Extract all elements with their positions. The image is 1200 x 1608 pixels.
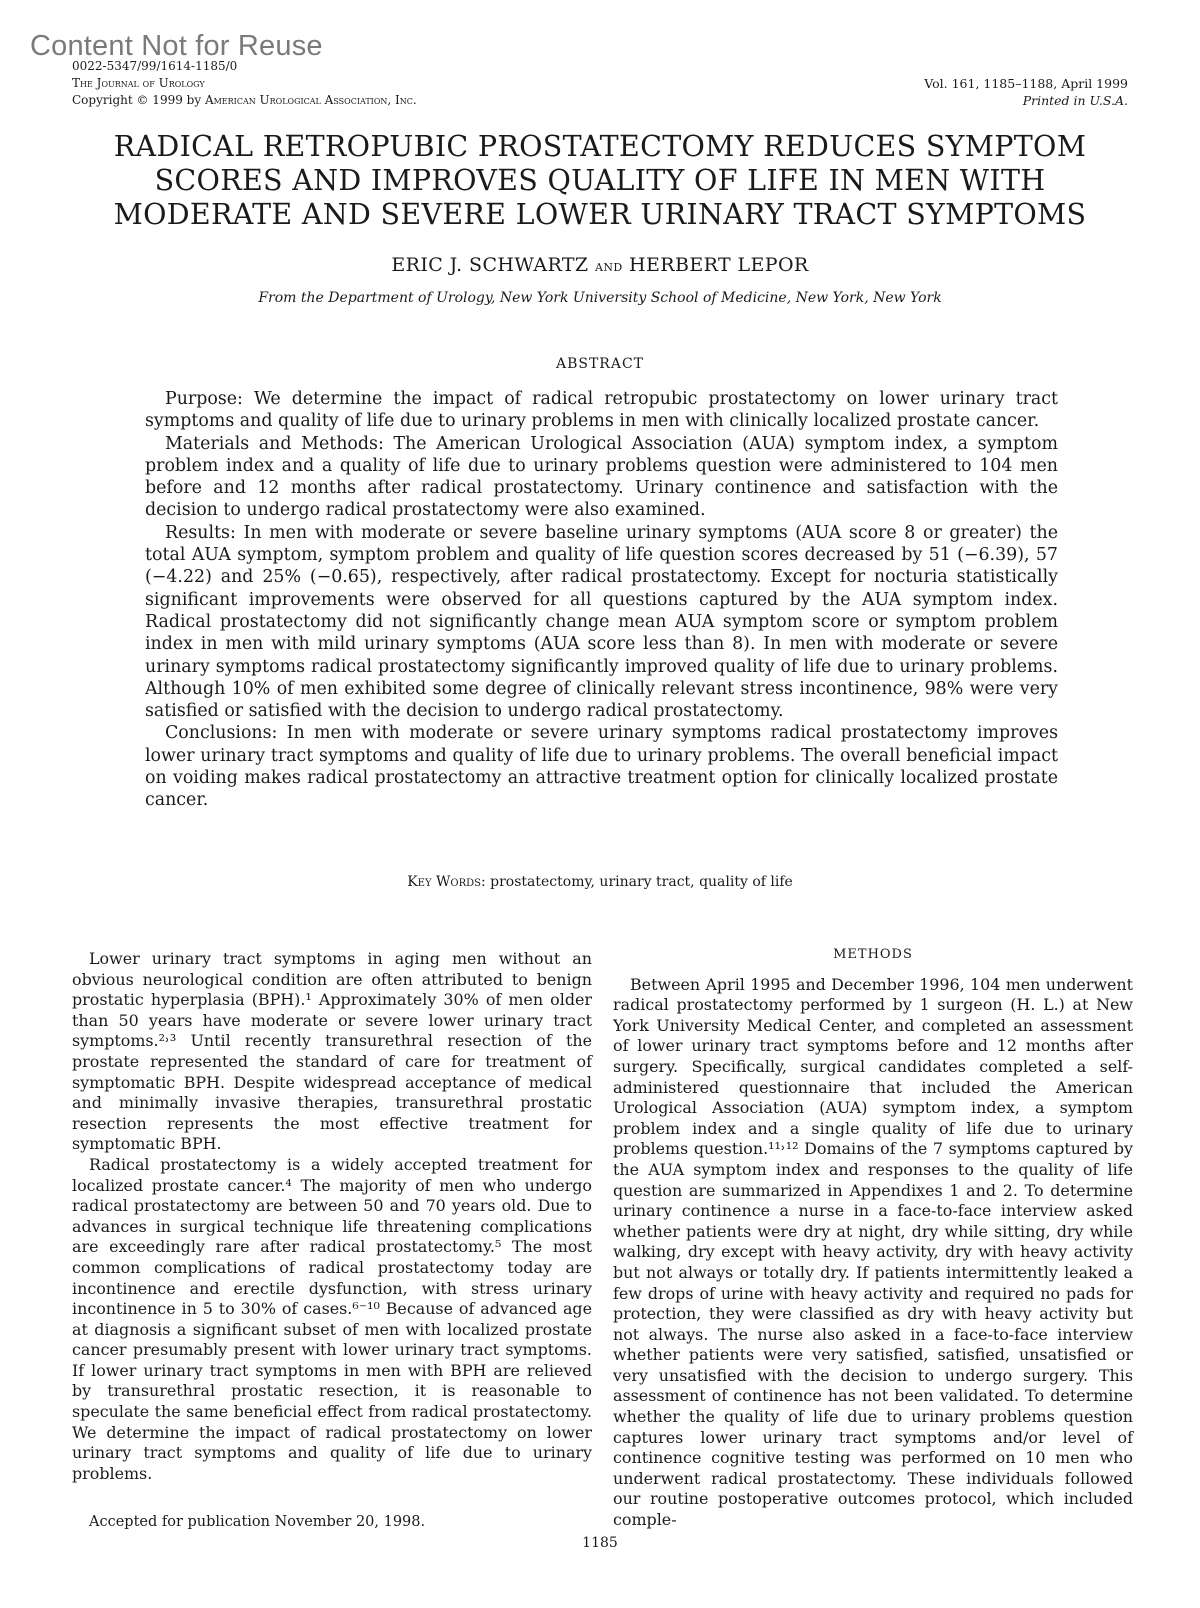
- volume-header: [924, 75, 1128, 109]
- abstract-results: Results: In men with moderate or severe baseline urinary symptoms (AUA score 8 or greater) the total AUA symptom, symptom problem and quality of life question scores decreased by 51 (−6.39), 57 (−4.22) and 25% (−0.65), respectively, after radical prostatectomy. Except for nocturia statistically significant improvements were observed for all questions captured by the AUA symptom index. Radical prostatectomy did not significantly change mean AUA symptom score or symptom problem index in men with mild urinary symptoms (AUA score less than 8). In men with moderate or severe urinary symptoms radical prostatectomy significantly improved quality of life due to urinary problems. Although 10% of men exhibited some degree of clinically relevant stress incontinence, 98% were very satisfied or satisfied with the decision to undergo radical prostatectomy.: [145, 522, 1058, 722]
- abstract-conclusions: Conclusions: In men with moderate or severe urinary symptoms radical prostatectomy improves lower urinary tract symptoms and quality of life due to urinary problems. The overall beneficial impact on voiding makes radical prostatectomy an attractive treatment option for clinically localized prostate cancer.: [145, 723, 1058, 811]
- author-name: ERIC J. SCHWARTZ: [391, 254, 589, 276]
- affiliation: From the Department of Urology, New York University School of Medicine, New York, New York: [258, 290, 942, 306]
- watermark: Content Not for Reuse: [30, 30, 323, 62]
- author-name: HERBERT LEPOR: [629, 254, 809, 276]
- copyright-org: American Urological Association, Inc.: [204, 93, 417, 107]
- abstract-purpose: Purpose: We determine the impact of radical retropubic prostatectomy on lower urinary tract symptoms and quality of life due to urinary problems in men with clinically localized prostate cancer.: [145, 389, 1058, 432]
- methods-paragraph: Between April 1995 and December 1996, 104 men underwent radical prostatectomy performed by 1 surgeon (H. L.) at New York University Medical Center, and completed an assessment of lower urinary tract symptoms before and 12 months after surgery. Specifically, surgical candidates completed a self-administered questionnaire that included the American Urological Association (AUA) symptom index, a symptom problem index and a single quality of life due to urinary problems question.¹¹˒¹² Domains of the 7 symptoms captured by the AUA symptom index and responses to the quality of life question are summarized in Appendixes 1 and 2. To determine urinary continence a nurse in a face-to-face interview asked whether patients were dry at night, dry while sitting, dry while walking, dry except with heavy activity, dry with heavy activity but not always or totally dry. If patients intermittently leaked a few drops of urine with heavy activity and required no pads for protection, they were classified as dry with heavy activity but not always. The nurse also asked in a face-to-face interview whether patients were very satisfied, satisfied, unsatisfied or very unsatisfied with the decision to undergo surgery. This assessment of continence has not been validated. To determine whether the quality of life due to urinary problems question captures lower urinary tract symptoms and/or level of continence cognitive testing was performed on 10 men who underwent radical prostatectomy. These individuals followed our routine postoperative outcomes protocol, which included comple-: [613, 974, 1133, 1530]
- abstract-methods: Materials and Methods: The American Urological Association (AUA) symptom index, a symptom problem index and a quality of life due to urinary problems question were administered to 104 men before and 12 months after radical prostatectomy. Urinary continence and satisfaction with the decision to undergo radical prostatectomy were also examined.: [145, 433, 1058, 521]
- methods-heading: METHODS: [833, 947, 913, 962]
- accepted-note: Accepted for publication November 20, 1998.: [89, 1514, 426, 1530]
- intro-paragraph: Radical prostatectomy is a widely accepted treatment for localized prostate cancer.⁴ The majority of men who undergo radical prostatectomy are between 50 and 70 years old. Due to advances in surgical technique life threatening complications are exceedingly rare after radical prostatectomy.⁵ The most common complications of radical prostatectomy today are incontinence and erectile dysfunction, with stress urinary incontinence in 5 to 30% of cases.⁶⁻¹⁰ Because of advanced age at diagnosis a significant subset of men with localized prostate cancer presumably present with lower urinary tract symptoms. If lower urinary tract symptoms in men with BPH are relieved by transurethral prostatic resection, it is reasonable to speculate the same beneficial effect from radical prostatectomy. We determine the impact of radical prostatectomy on lower urinary tract symptoms and quality of life due to urinary problems.: [72, 1154, 592, 1483]
- abstract-body: [145, 388, 1058, 812]
- journal-header: [72, 58, 417, 109]
- abstract-heading: ABSTRACT: [555, 356, 645, 372]
- printed-line: Printed in U.S.A.: [1022, 93, 1128, 108]
- author-line: [0, 254, 1200, 276]
- page-number: 1185: [582, 1535, 618, 1551]
- copyright-line: [72, 92, 417, 109]
- intro-paragraph: Lower urinary tract symptoms in aging men without an obvious neurological condition are often attributed to benign prostatic hyperplasia (BPH).¹ Approximately 30% of men older than 50 years have moderate or severe lower urinary tract symptoms.²˒³ Until recently transurethral resection of the prostate represented the standard of care for treatment of symptomatic BPH. Despite widespread acceptance of medical and minimally invasive therapies, transurethral prostatic resection represents the most effective treatment for symptomatic BPH.: [72, 949, 592, 1154]
- volume-line: Vol. 161, 1185–1188, April 1999: [924, 76, 1128, 91]
- journal-name: The Journal of Urology: [72, 76, 205, 90]
- keywords-label: Key Words:: [407, 874, 486, 890]
- author-separator: and: [594, 256, 623, 275]
- copyright-prefix: Copyright © 1999 by: [72, 93, 205, 107]
- left-column: [72, 949, 592, 1484]
- keywords-terms: prostatectomy, urinary tract, quality of life: [490, 874, 793, 890]
- article-title: RADICAL RETROPUBIC PROSTATECTOMY REDUCES SYMPTOM SCORES AND IMPROVES QUALITY OF LIFE IN MEN WITH MODERATE AND SEVERE LOWER URINARY TRACT SYMPTOMS: [113, 130, 1087, 231]
- right-column: [613, 945, 1133, 1531]
- keywords: [0, 874, 1200, 890]
- issn-line: 0022-5347/99/1614-1185/0: [72, 59, 238, 73]
